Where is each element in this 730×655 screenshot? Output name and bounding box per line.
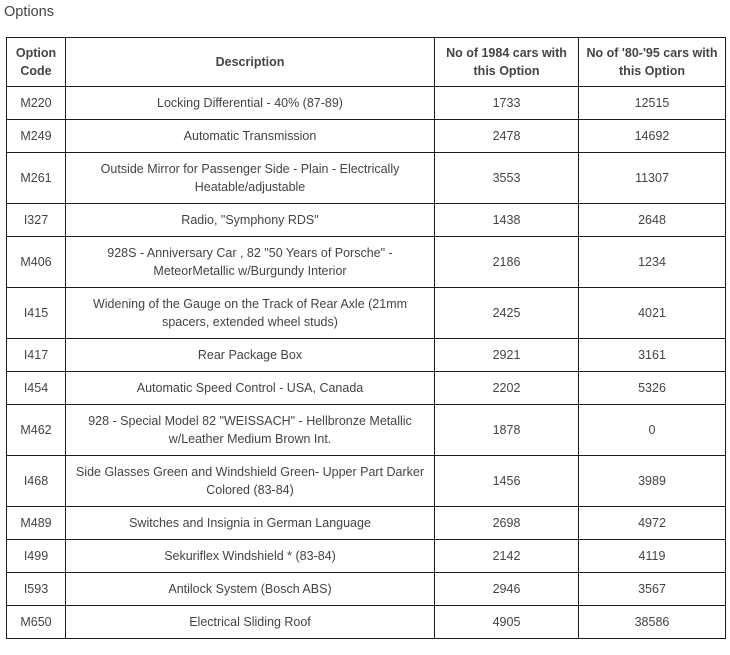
cell-description: Antilock System (Bosch ABS) — [66, 573, 435, 606]
section-title: Options — [4, 4, 54, 20]
cell-cars-80-95: 5326 — [579, 372, 726, 405]
cell-cars-80-95: 3161 — [579, 339, 726, 372]
cell-cars-1984: 2186 — [435, 237, 579, 288]
table-row — [7, 120, 726, 153]
cell-cars-80-95: 12515 — [579, 87, 726, 120]
cell-description: Automatic Transmission — [66, 120, 435, 153]
table-row — [7, 606, 726, 639]
table-header-row — [7, 38, 726, 87]
cell-cars-1984: 1456 — [435, 456, 579, 507]
cell-option-code: I417 — [7, 339, 66, 372]
cell-cars-1984: 2425 — [435, 288, 579, 339]
cell-cars-80-95: 4119 — [579, 540, 726, 573]
cell-cars-80-95: 3567 — [579, 573, 726, 606]
cell-option-code: M462 — [7, 405, 66, 456]
table-row — [7, 204, 726, 237]
cell-option-code: I468 — [7, 456, 66, 507]
cell-cars-80-95: 0 — [579, 405, 726, 456]
cell-description: Rear Package Box — [66, 339, 435, 372]
cell-cars-1984: 2946 — [435, 573, 579, 606]
cell-cars-1984: 1438 — [435, 204, 579, 237]
cell-description: Side Glasses Green and Windshield Green- Upper Part Darker Colored (83-84) — [66, 456, 435, 507]
cell-option-code: M261 — [7, 153, 66, 204]
cell-cars-80-95: 14692 — [579, 120, 726, 153]
cell-cars-80-95: 4021 — [579, 288, 726, 339]
cell-option-code: M406 — [7, 237, 66, 288]
cell-cars-80-95: 2648 — [579, 204, 726, 237]
cell-cars-80-95: 1234 — [579, 237, 726, 288]
cell-option-code: I499 — [7, 540, 66, 573]
table-row — [7, 573, 726, 606]
options-table — [6, 37, 726, 639]
table-row — [7, 339, 726, 372]
cell-description: Locking Differential - 40% (87-89) — [66, 87, 435, 120]
cell-description: Radio, "Symphony RDS" — [66, 204, 435, 237]
table-row — [7, 288, 726, 339]
cell-cars-1984: 2478 — [435, 120, 579, 153]
cell-option-code: I327 — [7, 204, 66, 237]
cell-description: Switches and Insignia in German Language — [66, 507, 435, 540]
cell-option-code: M489 — [7, 507, 66, 540]
cell-description: Outside Mirror for Passenger Side - Plain - Electrically Heatable/adjustable — [66, 153, 435, 204]
table-row — [7, 540, 726, 573]
header-option-code: Option Code — [7, 38, 66, 87]
cell-description: 928S - Anniversary Car , 82 "50 Years of Porsche" - MeteorMetallic w/Burgundy Interior — [66, 237, 435, 288]
cell-option-code: M249 — [7, 120, 66, 153]
cell-cars-1984: 2142 — [435, 540, 579, 573]
header-cars-80-95: No of '80-'95 cars with this Option — [579, 38, 726, 87]
table-row — [7, 87, 726, 120]
cell-cars-1984: 2698 — [435, 507, 579, 540]
cell-option-code: M220 — [7, 87, 66, 120]
table-row — [7, 237, 726, 288]
table-row — [7, 405, 726, 456]
cell-option-code: I415 — [7, 288, 66, 339]
header-description: Description — [66, 38, 435, 87]
cell-cars-1984: 2202 — [435, 372, 579, 405]
cell-cars-1984: 2921 — [435, 339, 579, 372]
header-cars-1984: No of 1984 cars with this Option — [435, 38, 579, 87]
cell-description: Automatic Speed Control - USA, Canada — [66, 372, 435, 405]
table-row — [7, 456, 726, 507]
cell-description: Widening of the Gauge on the Track of Rear Axle (21mm spacers, extended wheel studs) — [66, 288, 435, 339]
cell-option-code: I454 — [7, 372, 66, 405]
cell-description: 928 - Special Model 82 "WEISSACH" - Hellbronze Metallic w/Leather Medium Brown Int. — [66, 405, 435, 456]
table-row — [7, 372, 726, 405]
cell-cars-80-95: 4972 — [579, 507, 726, 540]
table-row — [7, 507, 726, 540]
cell-cars-1984: 1878 — [435, 405, 579, 456]
cell-cars-80-95: 3989 — [579, 456, 726, 507]
table-row — [7, 153, 726, 204]
cell-description: Sekuriflex Windshield * (83-84) — [66, 540, 435, 573]
cell-cars-80-95: 11307 — [579, 153, 726, 204]
cell-description: Electrical Sliding Roof — [66, 606, 435, 639]
cell-cars-80-95: 38586 — [579, 606, 726, 639]
cell-cars-1984: 3553 — [435, 153, 579, 204]
cell-option-code: M650 — [7, 606, 66, 639]
cell-cars-1984: 4905 — [435, 606, 579, 639]
cell-option-code: I593 — [7, 573, 66, 606]
cell-cars-1984: 1733 — [435, 87, 579, 120]
